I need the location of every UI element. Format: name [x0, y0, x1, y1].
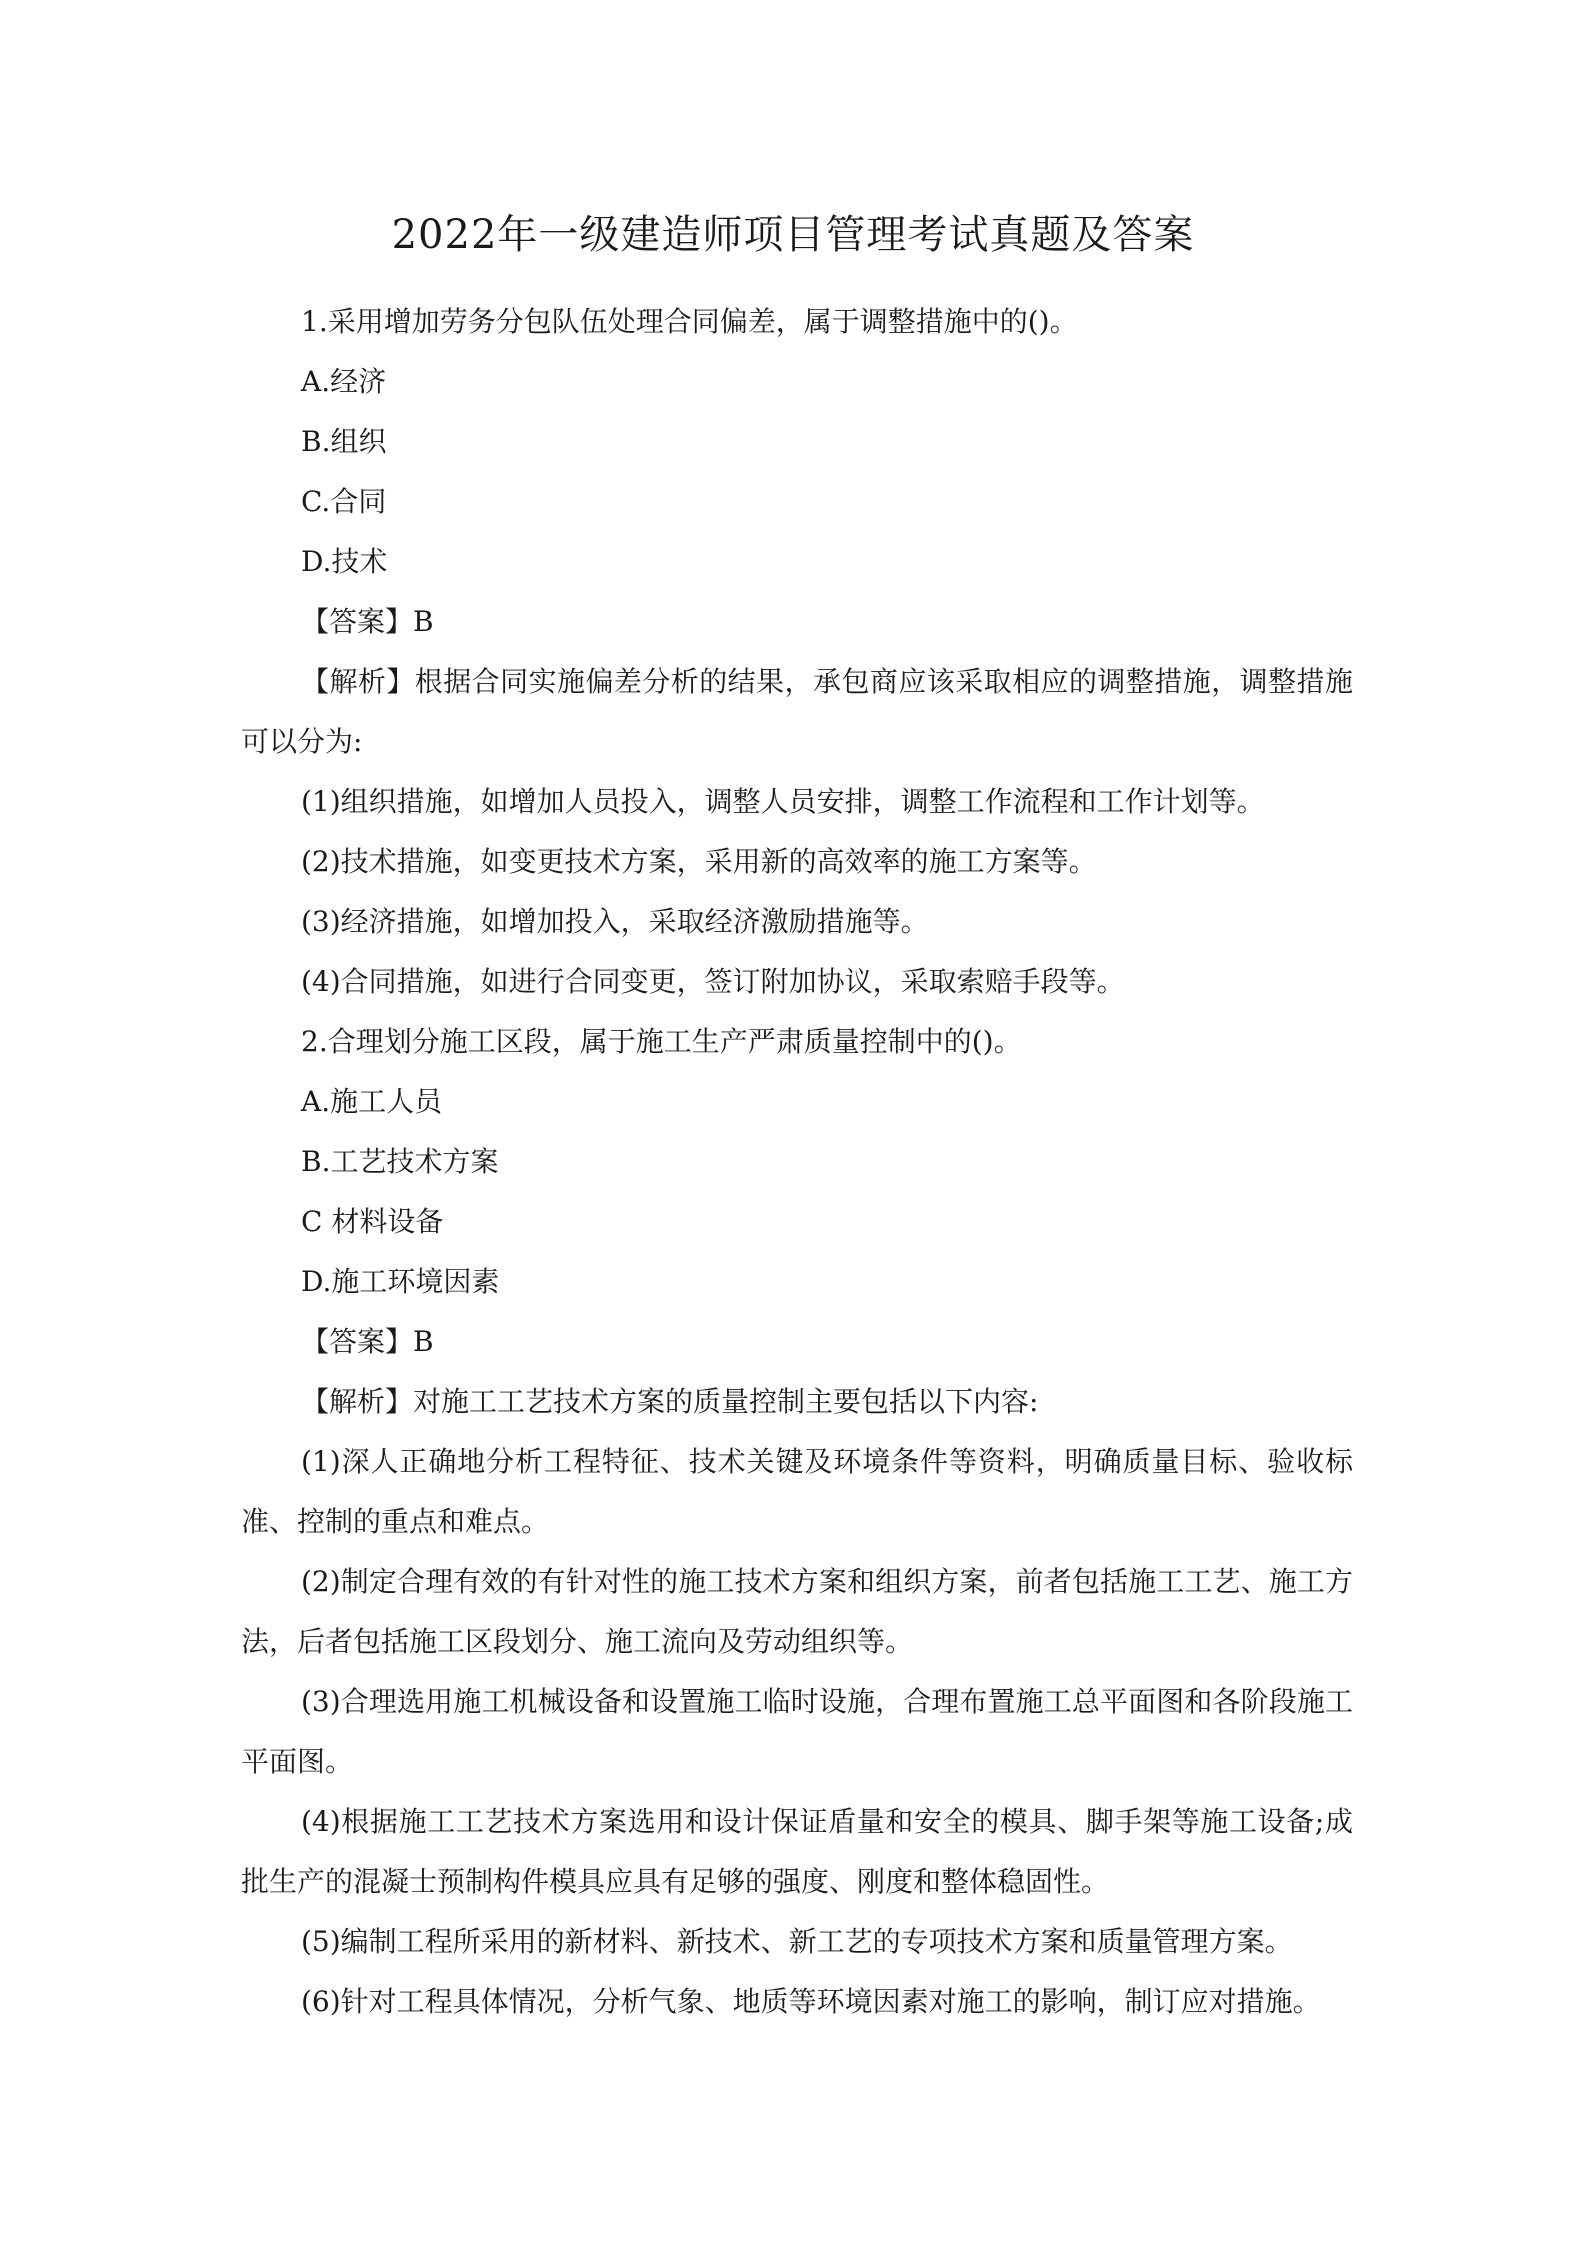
question-2-option-d: D.施工环境因素	[301, 1265, 500, 1298]
question-1-explanation-item: (1)组织措施，如增加人员投入，调整人员安排，调整工作流程和工作计划等。	[301, 785, 1265, 818]
question-1-option-a: A.经济	[301, 365, 387, 398]
question-1-explanation: 【解析】根据合同实施偏差分析的结果，承包商应该采取相应的调整措施，调整措施可以分为:	[241, 665, 1353, 758]
question-2-explanation-item: (1)深人正确地分析工程特征、技术关键及环境条件等资料，明确质量目标、验收标准、控制的重点和难点。	[241, 1445, 1353, 1538]
question-1-explanation-item: (4)合同措施，如进行合同变更，签订附加协议，采取索赔手段等。	[301, 965, 1125, 998]
question-2-option-b: B.工艺技术方案	[301, 1145, 499, 1178]
question-2-explanation-item: (5)编制工程所采用的新材料、新技术、新工艺的专项技术方案和质量管理方案。	[301, 1925, 1293, 1958]
document-title: 2022年一级建造师项目管理考试真题及答案	[391, 212, 1195, 258]
question-1-option-d: D.技术	[301, 545, 388, 578]
question-2-explanation-item: (4)根据施工工艺技术方案选用和设计保证盾量和安全的模具、脚手架等施工设备;成批生产的混凝士预制构件模具应具有足够的强度、刚度和整体稳固性。	[241, 1805, 1353, 1898]
question-2-explanation-item: (3)合理选用施工机械设备和设置施工临时设施，合理布置施工总平面图和各阶段施工平面图。	[241, 1685, 1353, 1778]
question-2-option-c: C 材料设备	[301, 1205, 444, 1238]
question-2-stem: 2.合理划分施工区段，属于施工生产严肃质量控制中的()。	[301, 1025, 1022, 1058]
question-1-option-c: C.合同	[301, 485, 387, 518]
question-1-stem: 1.采用增加劳务分包队伍处理合同偏差，属于调整措施中的()。	[301, 305, 1078, 338]
question-1-option-b: B.组织	[301, 425, 387, 458]
question-2-answer: 【答案】B	[301, 1325, 434, 1358]
question-1-explanation-item: (3)经济措施，如增加投入，采取经济激励措施等。	[301, 905, 929, 938]
question-2-explanation-item: (6)针对工程具体情况，分析气象、地质等环境因素对施工的影响，制订应对措施。	[301, 1985, 1321, 2018]
question-1-explanation-item: (2)技术措施，如变更技术方案，采用新的高效率的施工方案等。	[301, 845, 1097, 878]
question-2-option-a: A.施工人员	[301, 1085, 443, 1118]
question-2-explanation: 【解析】对施工工艺技术方案的质量控制主要包括以下内容:	[301, 1385, 1039, 1418]
question-1-answer: 【答案】B	[301, 605, 434, 638]
document-body	[241, 292, 1353, 2032]
question-2-explanation-item: (2)制定合理有效的有针对性的施工技术方案和组织方案，前者包括施工工艺、施工方法，后者包括施工区段划分、施工流向及劳动组织等。	[241, 1565, 1353, 1658]
